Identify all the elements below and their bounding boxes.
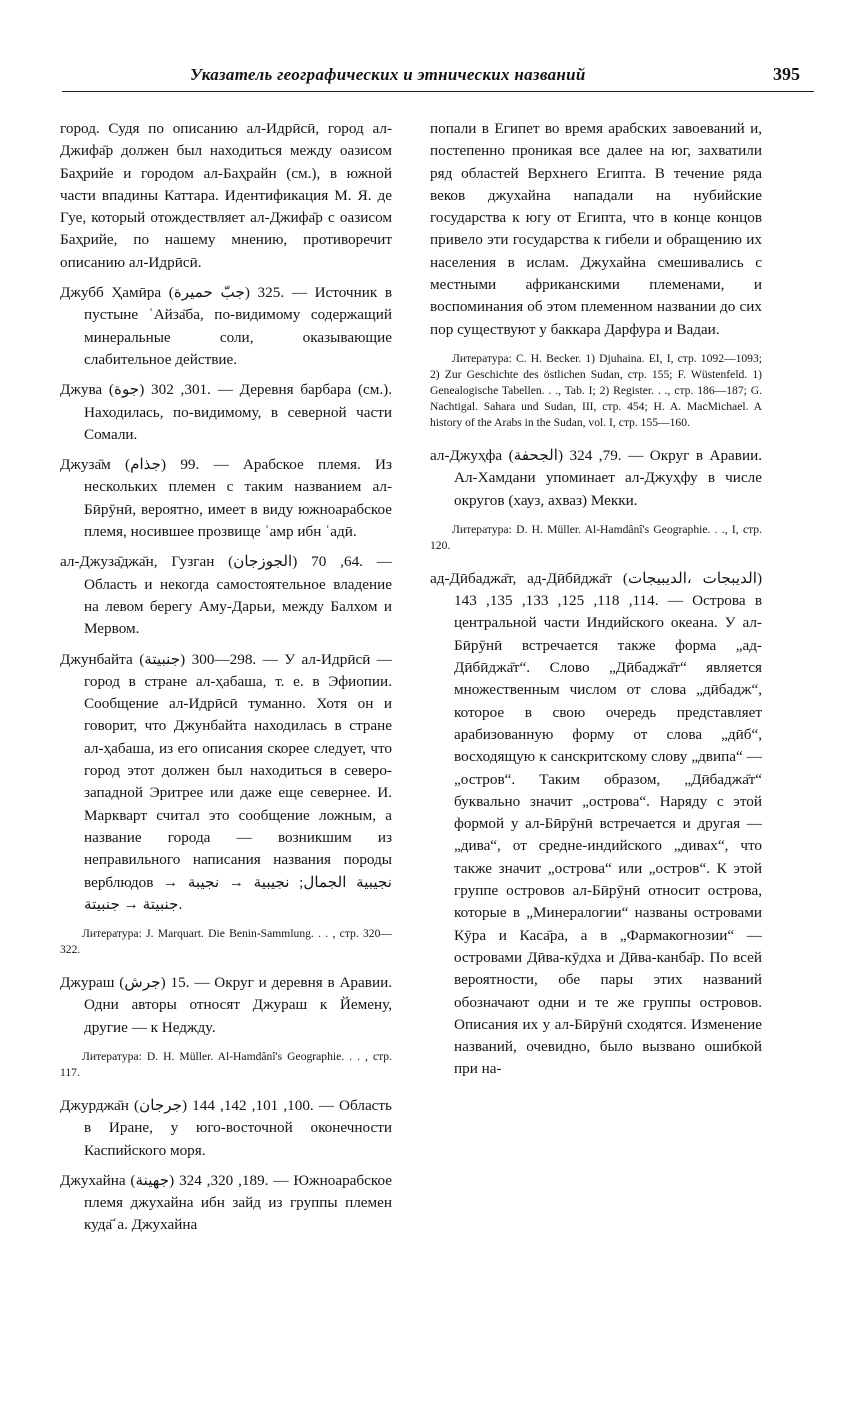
entry-djunbaita: Джунбайта (جنبيتة) 298—300. — У ал-Идрӣсӣ — город в стране ал-ҳабаша, т. е. в Эфиопии. Сообщение ал-Идрӣсӣ туманно. Хотя он и говорит, что Джунбайта находилась в стране ал-ҳабаша, из его описания скорее следует, что город этот должен был находиться в северо-западной Эритрее или даже еще севернее. И. Маркварт считал это сообщение ложным, а название города — возникшим из неправильного написания названия породы верблюдов نجيبية الجمال; نجيبية → نجيبة → جنبيتة → جنبيتة. <box>60 650 392 913</box>
entry-djuhfa: ал-Джуҳфа (الجحفة) 79, 324. — Округ в Аравии. Ал-Хамдани упоминает ал-Джуҳфу в числе округов (хауз, ахваз) Мекки. <box>430 446 763 509</box>
entry-continuation-djifar: город. Судя по описанию ал-Идрӣсӣ, город ал-Джифа̄р должен был находиться между оазисом Баҳрийе и городом ал-Баҳрайн (см.), в южной части впадины Каттара. Идентификация М. Я. де Гуе, который отождествляет ал-Джифа̄р с оазисом Баҳрийе, по нашему мнению, противоречит описанию ал-Идрӣсӣ. <box>60 120 392 271</box>
literature-djuhaina: Литература: C. H. Becker. 1) Djuhaina. EI, I, стр. 1092—1093; 2) Zur Geschichte des östlichen Sudan, стр. 155; F. Wüstenfeld. 1) Genealogische Tabellen. . ., Tab. I; 2) Register. . ., стр. 186—187; G. Nachtigal. Sahara und Sudan, III, стр. 454; H. A. MacMichael. A history of the Arabs in the Sudan, vol. I, стр. 155—160. <box>430 351 762 429</box>
left-column <box>60 118 392 1245</box>
entry-djuzdjan: ал-Джуза̄джа̄н, Гузган (الجوزجان) 64, 70. — Область и некогда самостоятельное владение на левом берегу Аму-Дарьи, между Балхом и Мервом. <box>60 553 393 638</box>
header-rule <box>62 91 814 92</box>
entry-dibadjat: ад-Дӣбаджа̄т, ад-Дӣбӣджа̄т (الديبجات ،الديبيجات) 114, 118, 125, 133, 135, 143. — Острова в центральной части Индийского океана. У ал-Бӣрӯнӣ встречается также форма „ад-Дӣбӣджа̄т“. Слово „Дӣбаджа̄т“ является множественным числом от слова „дӣбадж“, которое в свою очередь представляет арабизованную форму от слова „дӣб“, восходящую к санскритскому слову „двипа“ — „остров“. Таким образом, „Дӣбаджа̄т“ буквально значит „острова“. Наряду с этой формой у ал-Бӣрӯнӣ встречается и другая — „дива“, от средне-индийского „дивах“, что также значит „острова“ или „остров“. К этой группе островов ал-Бӣрӯнӣ относит острова, которые в „Минералогии“ названы островами Кӯра и Каса̄ра, а в „Фармакогнозии“ — островами Дӣва-кӯдха и Дӣва-канба̄р. По всей вероятности, обе пары этих названий обозначают одни и те же группы островов. Описания их у ал-Бӣрӯнӣ сходятся. Изменение названий, очевидно, было вызвано ошибкой при на- <box>430 569 763 1078</box>
literature-djunbaita: Литература: J. Marquart. Die Benin-Sammlung. . . , стр. 320—322. <box>60 927 392 957</box>
literature-djuhfa: Литература: D. H. Müller. Al-Hamdânî's Geographie. . ., I, стр. 120. <box>430 522 762 552</box>
entry-djuhaina: Джухайна (جهينة) 189, 320, 324. — Южноарабское племя джухайна ибн зайд из группы племен куда̄ʿа. Джухайна <box>60 1171 393 1234</box>
running-header <box>62 62 814 92</box>
right-column <box>430 118 762 1089</box>
page-number: 395 <box>773 64 800 84</box>
running-title: Указатель географических и этнических названий <box>190 65 586 84</box>
literature-djurash: Литература: D. H. Müller. Al-Hamdânî's Geographie. . . , стр. 117. <box>60 1049 392 1079</box>
entry-djurdjan: Джурджа̄н (جرجان) 100, 101, 142, 144. — Область в Иране, у юго-восточной оконечности Каспийского моря. <box>60 1096 392 1159</box>
entry-djubb-hamira: Джубб Ҳамӣра (جبّ حميرة) 325. — Источник в пустыне ʿАйза̄ба, по-видимому содержащий минеральные соли, оказывающие слабительное действие. <box>60 284 393 368</box>
entry-djurash: Джураш (جرش) 15. — Округ и деревня в Аравии. Одни авторы относят Джураш к Йемену, другие — к Недждy. <box>60 974 392 1036</box>
entry-djuzam: Джуза̄м (جذام) 99. — Арабское племя. Из нескольких племен с таким названием ал-Бӣрӯнӣ, вероятно, имеет в виду южноарабское племя, носившее прозвище ʿамр ибн ʿадӣ. <box>60 456 392 541</box>
entry-djuva: Джува (جوة) 301, 302. — Деревня барбара (см.). Находилась, по-видимому, в северной части Сомали. <box>60 381 393 443</box>
entry-djuhaina-continuation: попали в Египет во время арабских завоеваний и, постепенно проникая все далее на юг, захватили ряд областей Верхнего Египта. В течение ряда веков джухайна нападали на нубийские государства к югу от Египта, что в конце концов привело эти государства к гибели и обращению их населения в ислам. Джухайна смешивались с местными африканскими племенами, и воспоминания об этом племенном названии до сих пор существуют у баккара Дарфура и Вадаи. <box>430 120 762 338</box>
